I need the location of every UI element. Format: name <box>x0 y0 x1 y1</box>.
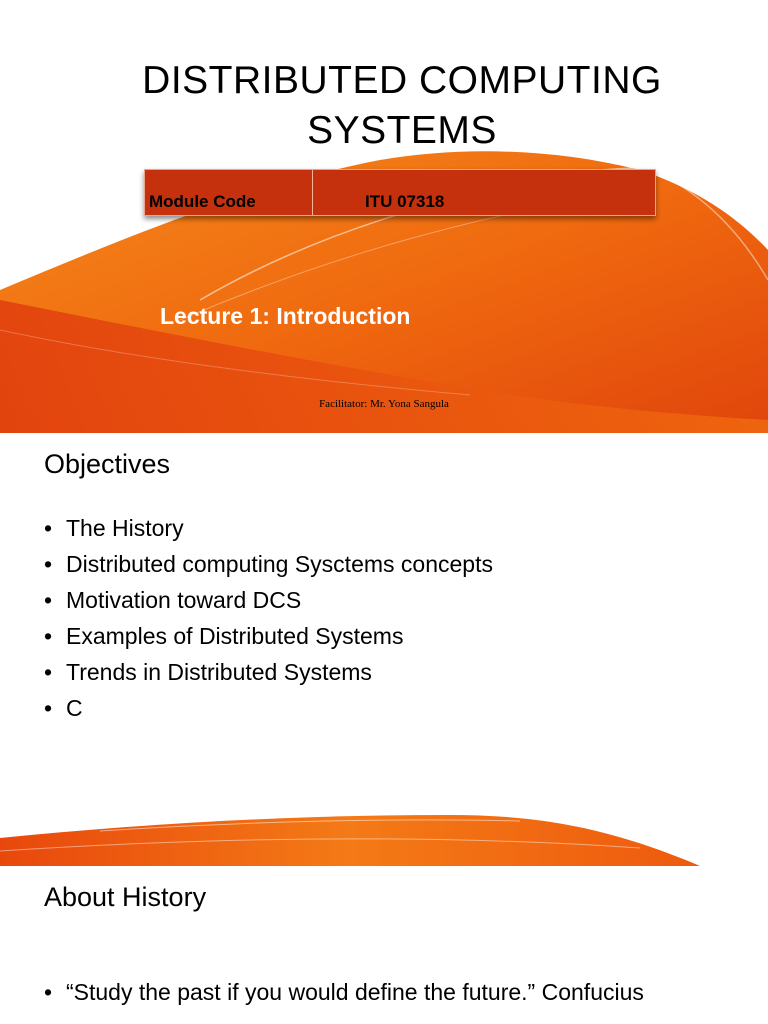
lecture-title: Lecture 1: Introduction <box>160 303 411 329</box>
bullet-icon: • <box>44 979 53 1005</box>
bullet-icon: • <box>44 587 53 613</box>
about-history-slide <box>0 866 768 1024</box>
bullet-icon: • <box>44 695 53 721</box>
confucius-quote: • “Study the past if you would define the future.” Confucius <box>44 979 644 1005</box>
bullet-icon: • <box>44 659 53 685</box>
about-history-heading: About History <box>44 882 207 912</box>
list-item: • Motivation toward DCS <box>44 582 493 618</box>
bullet-icon: • <box>44 551 53 577</box>
list-item: • C <box>44 690 493 726</box>
objectives-heading: Objectives <box>44 449 171 479</box>
facilitator-name: Facilitator: Mr. Yona Sangula <box>319 398 449 410</box>
list-item: • The History <box>44 510 493 546</box>
orange-footer-wave <box>0 803 768 866</box>
bullet-icon: • <box>44 515 53 541</box>
title-slide <box>0 0 768 433</box>
slide-title: DISTRIBUTED COMPUTING SYSTEMS <box>142 59 662 152</box>
module-code-value: ITU 07318 <box>365 192 445 211</box>
list-item: • Distributed computing Sysctems concepts <box>44 546 493 582</box>
facilitator-text <box>0 398 768 410</box>
list-item: • Trends in Distributed Systems <box>44 654 493 690</box>
bullet-icon: • <box>44 623 53 649</box>
objectives-list <box>44 510 493 726</box>
module-code-label: Module Code <box>149 192 256 211</box>
objectives-slide <box>0 433 768 866</box>
module-code-table <box>144 169 656 216</box>
list-item: • Examples of Distributed Systems <box>44 618 493 654</box>
